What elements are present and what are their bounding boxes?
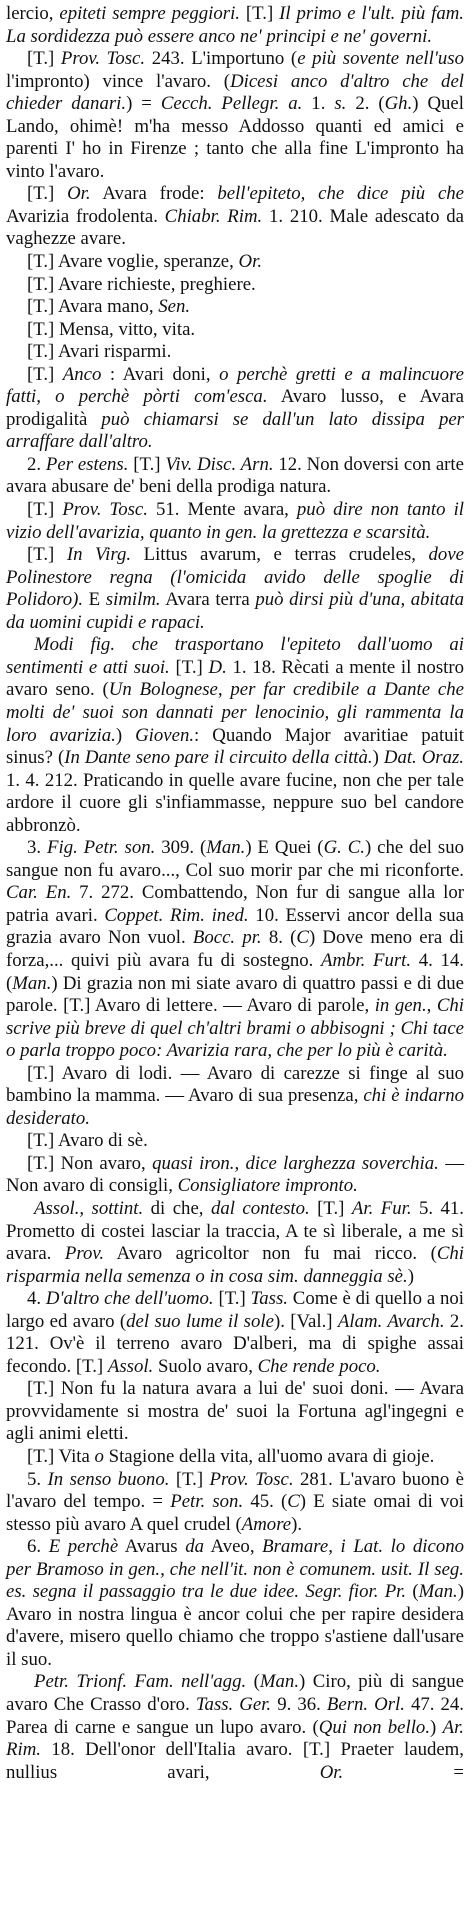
entry-paragraph: 5. In senso buono. [T.] Prov. Tosc. 281. L'avaro buono è l'avaro del tempo. = Petr. son. 45. (C) E siate omai di voi stesso più avaro A quel crudel (Amore). (6, 1468, 464, 1535)
entry-paragraph: [T.] Or. Avara frode: bell'epiteto, che dice più che Avarizia frodolenta. Chiabr. Rim. 1. 210. Male adescato da vaghezze avare. (6, 183, 465, 250)
entry-paragraph: 2. Per estens. [T.] Viv. Disc. Arn. 12. Non doversi con arte avara abusare de' beni della prodiga natura. (6, 453, 464, 498)
entry-paragraph: 6. E perchè Avarus da Aveo, Bramare, i Lat. lo dicono per Bramoso in gen., che nell'it. non è comunem. usit. Il seg. es. segna il passaggio tra le due idee. Segr. fior. Pr. (Man.) Avaro in nostra lingua è ancor colui che per rapire desidera d'avere, misero quello chiamo che troppo s'astiene dall'usare il suo. (6, 1536, 464, 1670)
entry-paragraph: [T.] Avari risparmi. (27, 341, 172, 363)
entry-paragraph: [T.] Avara mano, Sen. (27, 296, 191, 318)
entry-paragraph: 3. Fig. Petr. son. 309. (Man.) E Quei (G. C.) che del suo sangue non fu avaro..., Col suo morir par che mi riconforte. Car. En. 7. 272. Combattendo, Non fur di sangue alla lor patria avari. Coppet. Rim. ined. 10. Esservi ancor della sua grazia avaro Non vuol. Bocc. pr. 8. (C) Dove meno era di forza,... quivi più avara fu di sostegno. Ambr. Furt. 4. 14. (Man.) Di grazia non mi siate avaro di quattro passi e di due parole. [T.] Avaro di lettere. — Avaro di parole, in gen., Chi scrive più breve di quel ch'altri brami o abbisogni ; Chi tace o parla troppo poco: Avarizia rara, che per lo più è carità. (6, 837, 465, 1062)
entry-paragraph: Modi fig. che trasportano l'epiteto dall'uomo ai sentimenti e atti suoi. [T.] D. 1. 18. Rècati a mente il nostro avaro seno. (Un Bolognese, per far credibile a Dante che molti de' suoi son dannati per lenocinio, gli rammenta la loro avarizia.) Gioven.: Quando Major avaritiae patuit sinus? (In Dante seno pare il circuito della città.) Dat. Oraz. 1. 4. 212. Praticando in quelle avare fucine, non che per tale ardore il cuore gli s'infiammasse, neppure suo bel candore abbronzò. (6, 634, 464, 836)
entry-paragraph: [T.] Prov. Tosc. 51. Mente avara, può dire non tanto il vizio dell'avarizia, quanto in gen. la grettezza e scarsità. (6, 499, 465, 543)
entry-paragraph: [T.] Non fu la natura avara a lui de' suoi doni. — Avara provvidamente si mostra de' suoi la Fortuna agl'ingegni e agli animi eletti. (6, 1378, 464, 1445)
entry-paragraph: [T.] Avare voglie, speranze, Or. (27, 251, 263, 273)
entry-paragraph: lercio, epiteti sempre peggiori. [T.] Il primo e l'ult. più fam. La sordidezza può essere anco ne' principi e ne' governi. (6, 3, 464, 47)
entry-paragraph: [T.] Vita o Stagione della vita, all'uomo avara di gioje. (27, 1446, 435, 1467)
entry-paragraph: Assol., sottint. di che, dal contesto. [T.] Ar. Fur. 5. 41. Prometto di costei lasciar la traccia, A te sì liberale, a me sì avara. Prov. Avaro agricoltor non fu mai ricco. (Chi risparmia nella semenza o in cosa sim. danneggia sè.) (6, 1197, 465, 1287)
entry-paragraph: [T.] In Virg. Littus avarum, e terras crudeles, dove Polinestore regna (l'omicida avido delle spoglie di Polidoro). E similm. Avara terra può dirsi più d'una, abitata da uomini cupidi e rapaci. (6, 544, 464, 633)
entry-paragraph: [T.] Non avaro, quasi iron., dice larghezza soverchia. — Non avaro di consigli, Consigliatore impronto. (6, 1152, 464, 1197)
entry-paragraph: [T.] Anco : Avari doni, o perchè gretti e a malincuore fatti, o perchè pòrti com'esca. Avaro lusso, e Avara prodigalità può chiamarsi se dall'un lato dissipa per arraffare dall'altro. (6, 363, 464, 453)
entry-paragraph: Petr. Trionf. Fam. nell'agg. (Man.) Ciro, più di sangue avaro Che Crasso d'oro. Tass. Ger. 9. 36. Bern. Orl. 47. 24. Parea di carne e sangue un lupo avaro. (Qui non bello.) Ar. Rim. 18. Dell'onor dell'Italia avaro. [T.] Praeter laudem, nullius avari, Or. = (6, 1671, 465, 1783)
entry-paragraph: [T.] Mensa, vitto, vita. (27, 318, 196, 340)
entry-paragraph: [T.] Avaro di sè. (27, 1130, 148, 1152)
entry-paragraph: [T.] Prov. Tosc. 243. L'importuno (e più sovente nell'uso l'impronto) vince l'avaro. (Dicesi anco d'altro che del chieder danari.) = Cecch. Pellegr. a. 1. s. 2. (Gh.) Quel Lando, ohimè! m'ha messo Addosso quanti ed amici e parenti I' ho in Firenze ; tanto che alla fine L'impronto ha vinto l'avaro. (6, 48, 465, 182)
entry-paragraph: [T.] Avare richieste, preghiere. (27, 273, 256, 295)
entry-paragraph: 4. D'altro che dell'uomo. [T.] Tass. Come è di quello a noi largo ed avaro (del suo lume il sole). [Val.] Alam. Avarch. 2. 121. Ov'è il terreno avaro D'alberi, ma di spighe assai fecondo. [T.] Assol. Suolo avaro, Che rende poco. (6, 1288, 464, 1377)
entry-paragraph: [T.] Avaro di lodi. — Avaro di carezze si finge al suo bambino la mamma. — Avaro di sua presenza, chi è indarno desiderato. (6, 1062, 464, 1129)
